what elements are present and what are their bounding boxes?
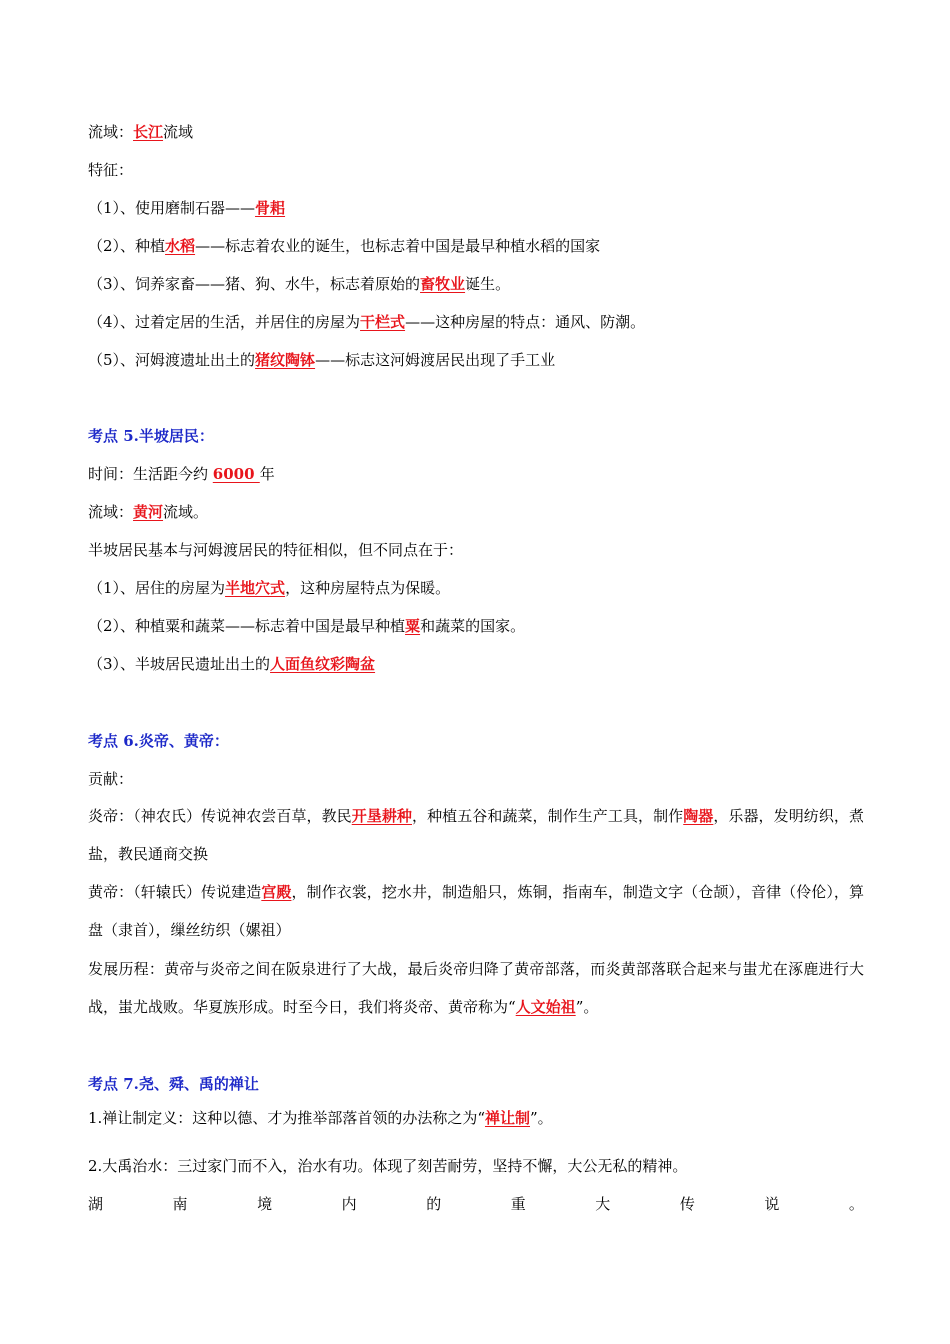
contribution-label: 贡献： (88, 770, 134, 788)
basin-line: 流域：黄河流域。 (88, 503, 209, 521)
definition-line: 1.禅让制定义：这种以德、才为推举部落首领的办法称之为“禅让制”。 (88, 1109, 553, 1127)
answer-highlight: 水稻 (165, 237, 196, 255)
history-paragraph: 发展历程：黄帝与炎帝之间在阪泉进行了大战，最后炎帝归降了黄帝部落，而炎黄部落联合起来与蚩尤在涿鹿进行大战，蚩尤战败。华夏族形成。时至今日，我们将炎帝、黄帝称为“人文始祖”。 (88, 960, 864, 1016)
answer-highlight: 开垦耕种 (351, 807, 412, 825)
answer-highlight: 人文始祖 (515, 998, 576, 1016)
answer-highlight: 干栏式 (360, 313, 406, 331)
answer-highlight: 禅让制 (484, 1109, 530, 1127)
answer-highlight: 宫殿 (261, 883, 292, 901)
list-item: （3）、饲养家畜——猪、狗、水牛，标志着原始的畜牧业诞生。 (88, 275, 511, 293)
yandi-paragraph: 炎帝：（神农氏）传说神农尝百草，教民开垦耕种，种植五谷和蔬菜，制作生产工具，制作陶器，乐器，发明纺织，煮盐，教民通商交换 (88, 807, 864, 863)
feature-label: 特征： (88, 161, 134, 179)
answer-highlight: 猪纹陶钵 (255, 351, 316, 369)
list-item: （2）、种植粟和蔬菜——标志着中国是最早种植粟和蔬菜的国家。 (88, 617, 526, 635)
list-item: （1）、使用磨制石器——骨耜 (88, 199, 286, 217)
answer-highlight: 陶器 (683, 807, 714, 825)
answer-highlight: 骨耜 (255, 199, 286, 217)
time-line: 时间：生活距今约 6000 年 (88, 465, 275, 483)
list-item: （2）、种植水稻——标志着农业的诞生，也标志着中国是最早种植水稻的国家 (88, 237, 601, 255)
list-item: （1）、居住的房屋为半地穴式，这种房屋特点为保暖。 (88, 579, 451, 597)
answer-highlight: 人面鱼纹彩陶盆 (270, 655, 376, 673)
section-heading: 考点 7.尧、舜、禹的禅让 (88, 1075, 259, 1093)
intro-text: 半坡居民基本与河姆渡居民的特征相似，但不同点在于： (88, 541, 464, 559)
yu-line: 2.大禹治水：三过家门而不入，治水有功。体现了刻苦耐劳，坚持不懈，大公无私的精神。 (88, 1157, 688, 1175)
basin-line: 流域：长江流域 (88, 123, 194, 141)
huangdi-paragraph: 黄帝：（轩辕氏）传说建造宫殿，制作衣裳，挖水井，制造船只，炼铜，指南车，制造文字（仓颉），音律（伶伦），算盘（隶首），缫丝纺织（嫘祖） (88, 883, 864, 939)
list-item: （5）、河姆渡遗址出土的猪纹陶钵——标志这河姆渡居民出现了手工业 (88, 351, 556, 369)
answer-highlight: 黄河 (133, 503, 164, 521)
list-item: （3）、半坡居民遗址出土的人面鱼纹彩陶盆 (88, 655, 376, 673)
answer-highlight: 半地穴式 (225, 579, 286, 597)
answer-highlight: 畜牧业 (420, 275, 466, 293)
spread-line: 湖 南 境 内 的 重 大 传 说 。 (88, 1195, 864, 1213)
answer-highlight: 长江 (133, 123, 164, 141)
section-heading: 考点 6.炎帝、黄帝： (88, 732, 229, 750)
answer-highlight: 6000 (212, 465, 260, 483)
answer-highlight: 粟 (405, 617, 421, 635)
section-heading: 考点 5.半坡居民： (88, 427, 214, 445)
list-item: （4）、过着定居的生活，并居住的房屋为干栏式——这种房屋的特点：通风、防潮。 (88, 313, 646, 331)
